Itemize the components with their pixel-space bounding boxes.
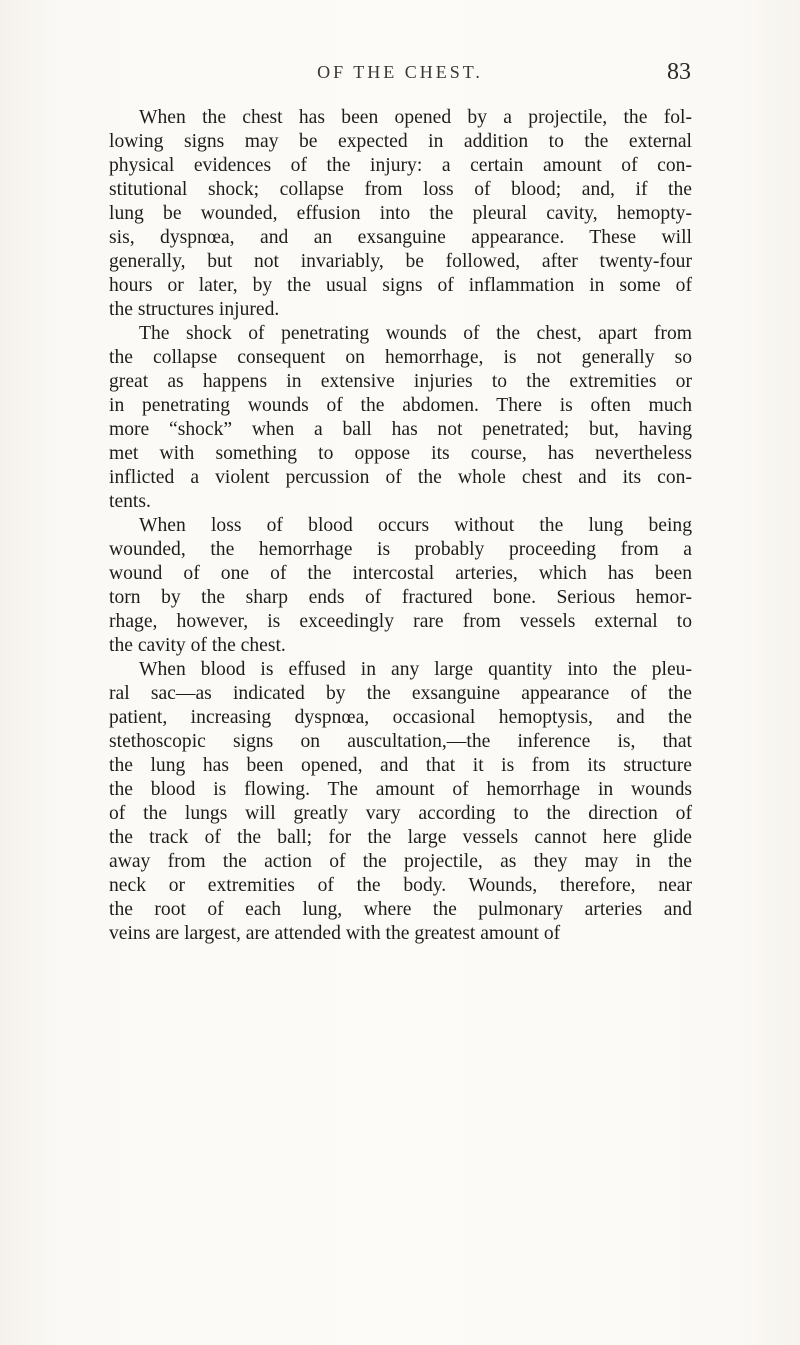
text-line: veins are largest, are attended with the greatest amount of xyxy=(109,923,561,944)
text-line: the track of the ball; for the large vessels cannot here glide xyxy=(109,827,692,848)
text-line: the root of each lung, where the pulmonary arteries and xyxy=(109,899,692,920)
text-line: When loss of blood occurs without the lung being xyxy=(139,515,692,536)
text-line: When blood is effused in any large quantity into the pleu- xyxy=(139,659,692,680)
text-line: lowing signs may be expected in addition to the external xyxy=(109,131,692,152)
text-line: generally, but not invariably, be followed, after twenty-four xyxy=(109,251,692,272)
text-line: the collapse consequent on hemorrhage, is not generally so xyxy=(109,347,692,368)
text-line: stitutional shock; collapse from loss of blood; and, if the xyxy=(109,179,692,200)
running-head xyxy=(0,59,800,92)
text-line: hours or later, by the usual signs of inflammation in some of xyxy=(109,275,692,296)
text-line: ral sac—as indicated by the exsanguine appearance of the xyxy=(109,683,692,704)
paragraph xyxy=(109,658,692,946)
text-line: rhage, however, is exceedingly rare from vessels external to xyxy=(109,611,692,632)
text-line: torn by the sharp ends of fractured bone. Serious hemor- xyxy=(109,587,692,608)
text-line: lung be wounded, effusion into the pleural cavity, hemopty- xyxy=(109,203,692,224)
page-number: 83 xyxy=(667,59,691,85)
text-line: physical evidences of the injury: a certain amount of con- xyxy=(109,155,692,176)
paragraph xyxy=(109,322,692,514)
text-line: wound of one of the intercostal arteries, which has been xyxy=(109,563,692,584)
body-text xyxy=(109,106,692,946)
text-line: great as happens in extensive injuries to the extremities or xyxy=(109,371,692,392)
text-line: the structures injured. xyxy=(109,299,280,320)
text-line: wounded, the hemorrhage is probably proceeding from a xyxy=(109,539,692,560)
text-line: inflicted a violent percussion of the whole chest and its con- xyxy=(109,467,692,488)
text-line: away from the action of the projectile, as they may in the xyxy=(109,851,692,872)
text-line: in penetrating wounds of the abdomen. There is often much xyxy=(109,395,692,416)
text-line: patient, increasing dyspnœa, occasional hemoptysis, and the xyxy=(109,707,692,728)
text-line: neck or extremities of the body. Wounds, therefore, near xyxy=(109,875,692,896)
text-line: of the lungs will greatly vary according to the direction of xyxy=(109,803,692,824)
text-line: sis, dyspnœa, and an exsanguine appearance. These will xyxy=(109,227,692,248)
text-line: the lung has been opened, and that it is from its structure xyxy=(109,755,692,776)
text-line: the blood is flowing. The amount of hemorrhage in wounds xyxy=(109,779,692,800)
text-line: more “shock” when a ball has not penetrated; but, having xyxy=(109,419,692,440)
text-line: tents. xyxy=(109,491,151,512)
text-line: stethoscopic signs on auscultation,—the inference is, that xyxy=(109,731,692,752)
text-line: the cavity of the chest. xyxy=(109,635,286,656)
text-line: The shock of penetrating wounds of the chest, apart from xyxy=(139,323,692,344)
paragraph xyxy=(109,514,692,658)
text-line: When the chest has been opened by a projectile, the fol- xyxy=(139,107,692,128)
text-line: met with something to oppose its course, has nevertheless xyxy=(109,443,692,464)
running-title: OF THE CHEST. xyxy=(317,62,483,82)
paragraph xyxy=(109,106,692,322)
